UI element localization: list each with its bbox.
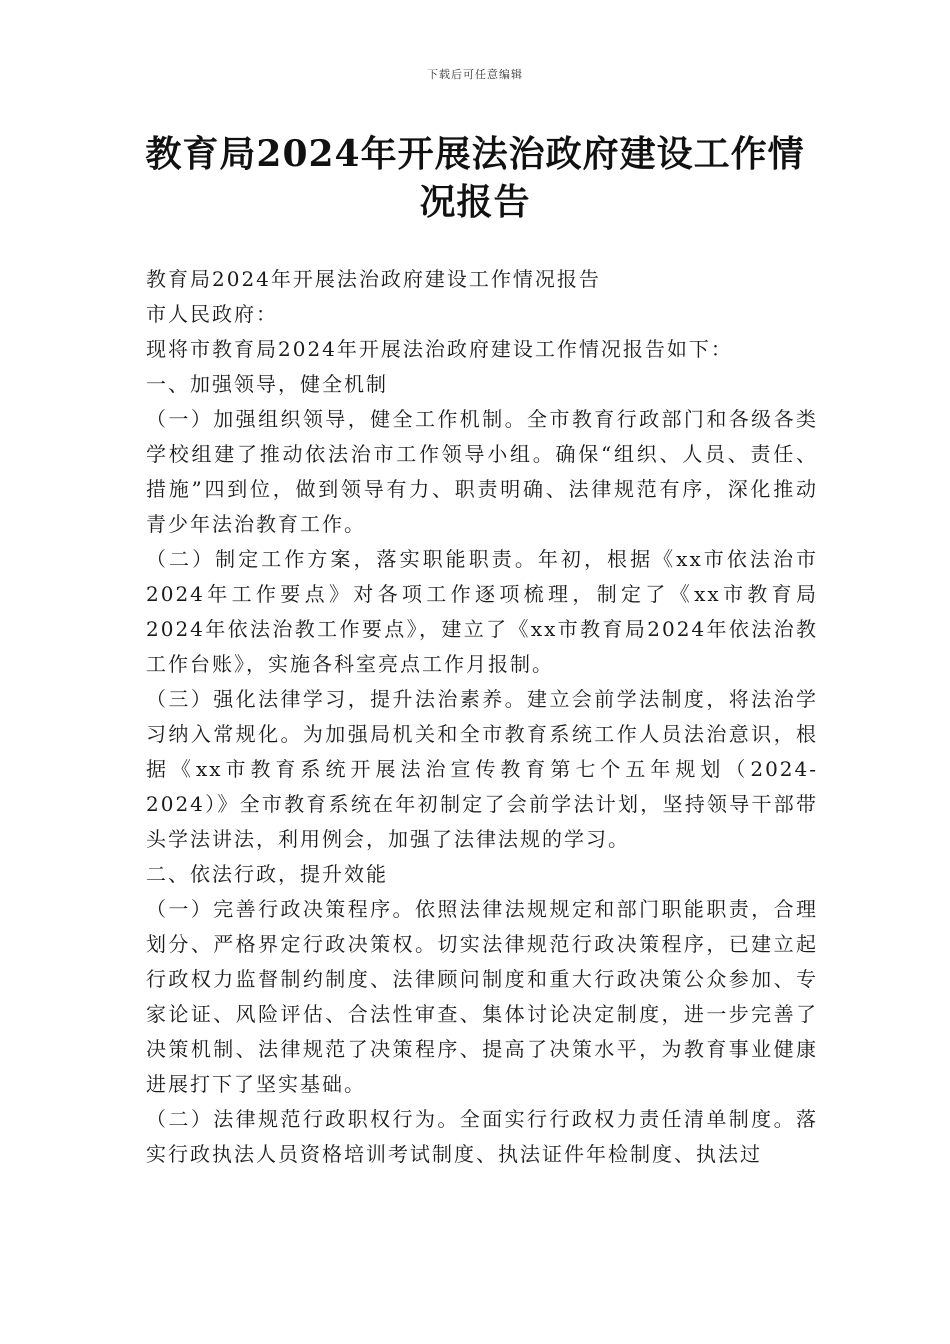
body-paragraph: （一）加强组织领导，健全工作机制。全市教育行政部门和各级各类学校组建了推动依法治市工作领导小组。确保“组织、人员、责任、措施”四到位，做到领导有力、职责明确、法律规范有序，深化推动青少年法治教育工作。 — [146, 407, 818, 536]
body-paragraph: （三）强化法律学习，提升法治素养。建立会前学法制度，将法治学习纳入常规化。为加强局机关和全市教育系统工作人员法治意识，根据《xx市教育系统开展法治宣传教育第七个五年规划（2024-2024）》全市教育系统在年初制定了会前学法计划，坚持领导干部带头学法讲法，利用例会，加强了法律法规的学习。 — [146, 687, 818, 851]
body-paragraph: （二）法律规范行政职权行为。全面实行行政权力责任清单制度。落实行政执法人员资格培训考试制度、执法证件年检制度、执法过 — [146, 1107, 818, 1166]
header-note: 下载后可任意编辑 — [427, 68, 523, 81]
document-body — [146, 262, 818, 1172]
body-paragraph-intro: 现将市教育局2024年开展法治政府建设工作情况报告如下： — [146, 337, 733, 361]
section-heading-1: 一、加强领导，健全机制 — [146, 372, 388, 396]
body-paragraph: （二）制定工作方案，落实职能职责。年初，根据《xx市依法治市2024年工作要点》对各项工作逐项梳理，制定了《xx市教育局2024年依法治教工作要点》，建立了《xx市教育局2024年依法治教工作台账》，实施各科室亮点工作月报制。 — [146, 547, 818, 676]
body-paragraph-salutation: 市人民政府： — [146, 302, 278, 326]
document-title: 教育局2024年开展法治政府建设工作情况报告 — [145, 133, 805, 223]
body-paragraph-subtitle: 教育局2024年开展法治政府建设工作情况报告 — [146, 267, 601, 291]
body-paragraph: （一）完善行政决策程序。依照法律法规规定和部门职能职责，合理划分、严格界定行政决策权。切实法律规范行政决策程序，已建立起行政权力监督制约制度、法律顾问制度和重大行政决策公众参加、专家论证、风险评估、合法性审查、集体讨论决定制度，进一步完善了决策机制、法律规范了决策程序、提高了决策水平，为教育事业健康进展打下了坚实基础。 — [146, 897, 818, 1096]
section-heading-2: 二、依法行政，提升效能 — [146, 862, 388, 886]
